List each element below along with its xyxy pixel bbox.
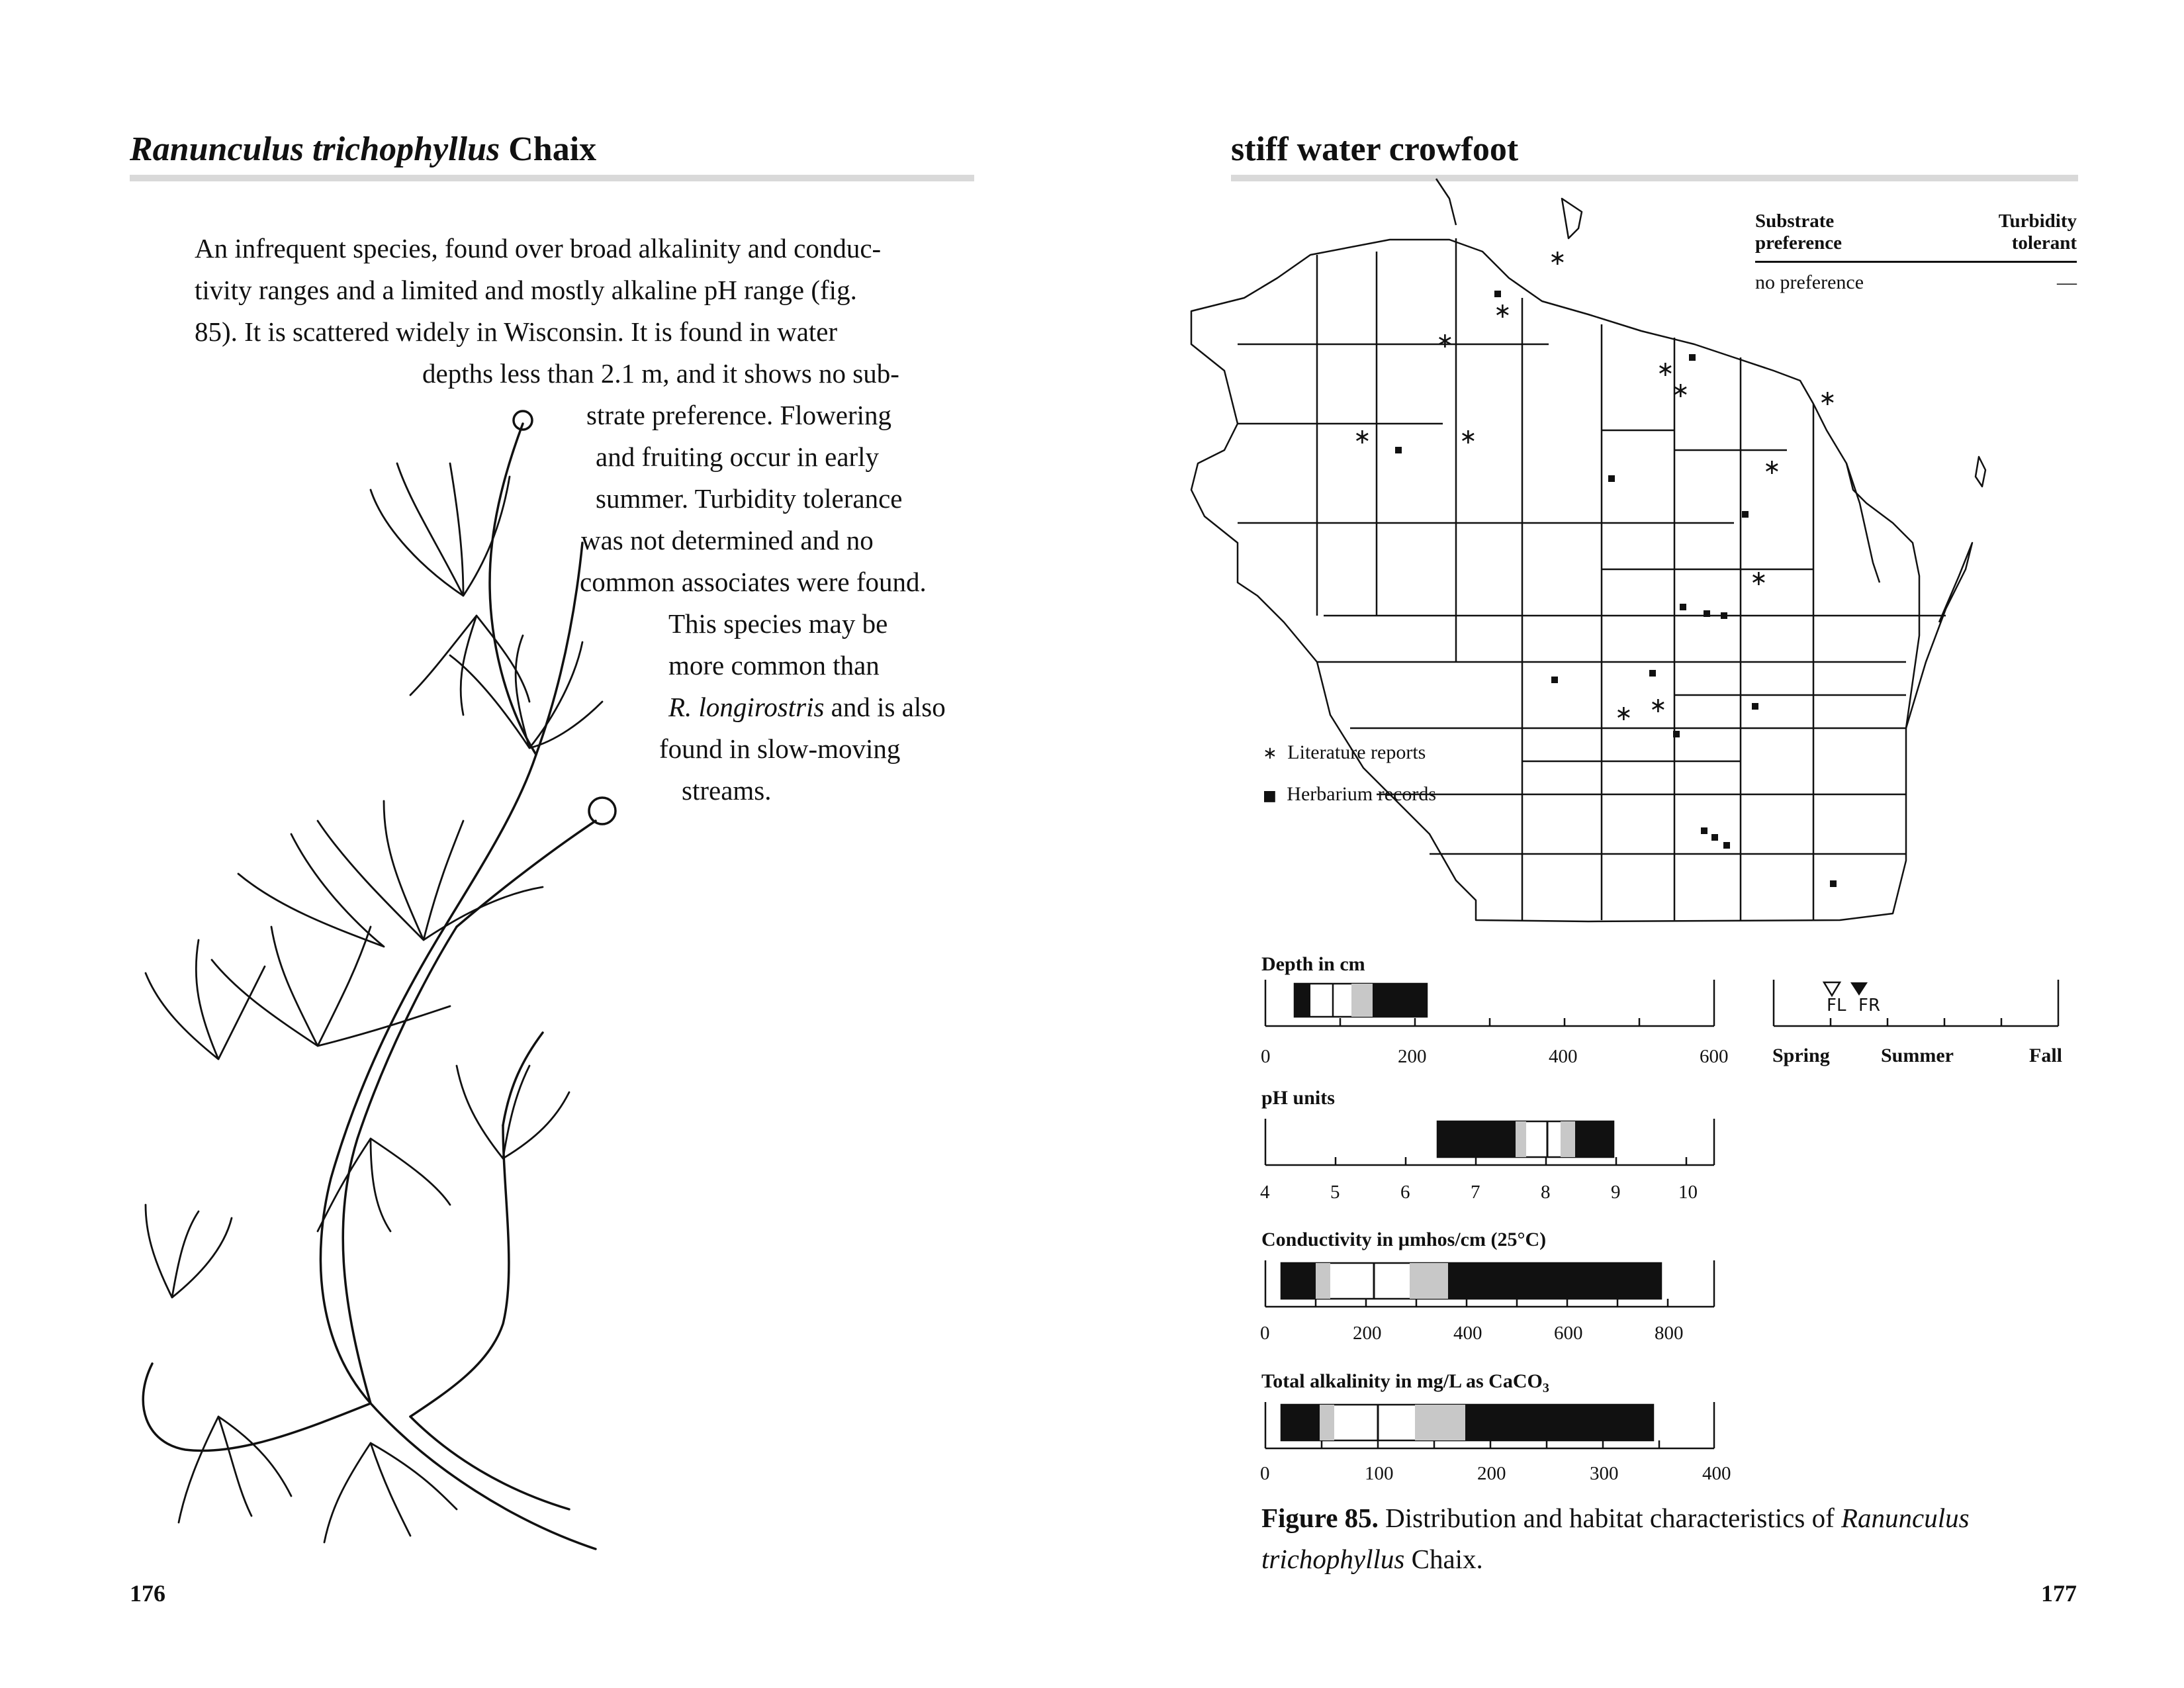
text-line: 85). It is scattered widely in Wisconsin. It is found in water bbox=[195, 316, 838, 347]
alkalinity-tick: 200 bbox=[1477, 1463, 1506, 1484]
species-name: Ranunculus trichophyllus bbox=[130, 130, 500, 168]
depth-label: Depth in cm bbox=[1261, 953, 1365, 975]
ph-tick: 6 bbox=[1400, 1182, 1410, 1203]
ph-tick: 10 bbox=[1678, 1182, 1698, 1203]
svg-text:∗: ∗ bbox=[1615, 700, 1633, 726]
asterisk-icon: ∗ bbox=[1263, 743, 1277, 763]
ph-label: pH units bbox=[1261, 1087, 1335, 1109]
season-summer: Summer bbox=[1881, 1045, 1954, 1066]
ph-tick: 9 bbox=[1611, 1182, 1621, 1203]
ph-tick: 4 bbox=[1260, 1182, 1270, 1203]
alkalinity-tick: 100 bbox=[1365, 1463, 1394, 1484]
square-icon: ■ bbox=[1263, 788, 1277, 804]
phenology-chart bbox=[1771, 980, 2062, 1033]
alkalinity-tick: 0 bbox=[1260, 1463, 1270, 1484]
text-line: more common than bbox=[668, 650, 880, 680]
text-line: strate preference. Flowering bbox=[586, 400, 892, 430]
ph-tick: 7 bbox=[1471, 1182, 1480, 1203]
text-line: This species may be bbox=[668, 608, 888, 639]
depth-tick: 200 bbox=[1398, 1046, 1427, 1067]
substrate-value: no preference bbox=[1755, 271, 1864, 293]
right-page-number: 177 bbox=[2041, 1580, 2077, 1607]
text-line: R. longirostris and is also bbox=[668, 692, 946, 722]
svg-text:∗: ∗ bbox=[1657, 356, 1674, 381]
alkalinity-tick: 400 bbox=[1702, 1463, 1731, 1484]
flowering-triangle-icon bbox=[1824, 982, 1840, 996]
text-line: summer. Turbidity tolerance bbox=[596, 483, 903, 514]
legend-literature: ∗ Literature reports bbox=[1263, 741, 1426, 763]
depth-tick: 400 bbox=[1549, 1046, 1578, 1067]
alkalinity-label: Total alkalinity in mg/L as CaCO$_3$ bbox=[1261, 1370, 1549, 1395]
left-page-number: 176 bbox=[130, 1580, 165, 1607]
related-species: R. longirostris bbox=[668, 692, 825, 722]
conductivity-label: Conductivity in µmhos/cm (25°C) bbox=[1261, 1229, 1547, 1250]
season-fall: Fall bbox=[2029, 1045, 2062, 1066]
svg-text:∗: ∗ bbox=[1750, 565, 1768, 590]
svg-text:∗: ∗ bbox=[1436, 328, 1454, 353]
conductivity-tick: 600 bbox=[1554, 1323, 1583, 1344]
fruiting-label: FR bbox=[1858, 996, 1881, 1015]
depth-tick: 0 bbox=[1261, 1046, 1271, 1067]
ph-tick: 8 bbox=[1541, 1182, 1551, 1203]
conductivity-tick: 800 bbox=[1655, 1323, 1684, 1344]
text-line: found in slow-moving bbox=[659, 733, 901, 764]
turbidity-value: — bbox=[2057, 271, 2077, 293]
svg-text:∗: ∗ bbox=[1494, 298, 1512, 323]
conductivity-tick: 0 bbox=[1260, 1323, 1270, 1344]
depth-bar-chart bbox=[1261, 980, 1718, 1033]
text-line: streams. bbox=[682, 775, 772, 806]
depth-tick: 600 bbox=[1700, 1046, 1729, 1067]
fruiting-triangle-icon bbox=[1850, 982, 1868, 996]
svg-text:∗: ∗ bbox=[1459, 424, 1477, 449]
svg-text:∗: ∗ bbox=[1353, 424, 1371, 449]
conductivity-tick: 400 bbox=[1453, 1323, 1482, 1344]
svg-text:∗: ∗ bbox=[1649, 692, 1667, 718]
text-line: and fruiting occur in early bbox=[596, 442, 880, 472]
figure-caption: Figure 85. Distribution and habitat characteristics of Ranunculus trichophyllus Chaix. bbox=[1261, 1503, 1970, 1574]
svg-text:∗: ∗ bbox=[1672, 377, 1690, 402]
right-page-title: stiff water crowfoot bbox=[1231, 130, 1519, 168]
herbarium-markers bbox=[1395, 291, 1837, 887]
text-line: An infrequent species, found over broad alkalinity and conduc- bbox=[195, 233, 882, 263]
season-spring: Spring bbox=[1772, 1045, 1830, 1066]
conductivity-tick: 200 bbox=[1353, 1323, 1382, 1344]
conductivity-bar-chart bbox=[1261, 1260, 1718, 1313]
text-line: common associates were found. bbox=[580, 567, 927, 597]
svg-text:∗: ∗ bbox=[1549, 245, 1567, 270]
turbidity-header: Turbidity tolerant bbox=[1998, 211, 2077, 254]
legend-herbarium: ■ Herbarium records bbox=[1263, 783, 1437, 805]
text-line: depths less than 2.1 m, and it shows no sub- bbox=[422, 358, 899, 389]
ph-bar-chart bbox=[1261, 1119, 1718, 1172]
alkalinity-bar-chart bbox=[1261, 1402, 1718, 1455]
ph-tick: 5 bbox=[1330, 1182, 1340, 1203]
substrate-header: Substrate preference bbox=[1755, 211, 1842, 254]
text-line: was not determined and no bbox=[581, 525, 874, 555]
svg-text:∗: ∗ bbox=[1819, 385, 1837, 410]
flowering-label: FL bbox=[1827, 996, 1846, 1015]
svg-text:∗: ∗ bbox=[1763, 454, 1781, 479]
species-author: Chaix bbox=[508, 130, 597, 168]
alkalinity-tick: 300 bbox=[1590, 1463, 1619, 1484]
text-line: tivity ranges and a limited and mostly alkaline pH range (fig. bbox=[195, 275, 857, 305]
